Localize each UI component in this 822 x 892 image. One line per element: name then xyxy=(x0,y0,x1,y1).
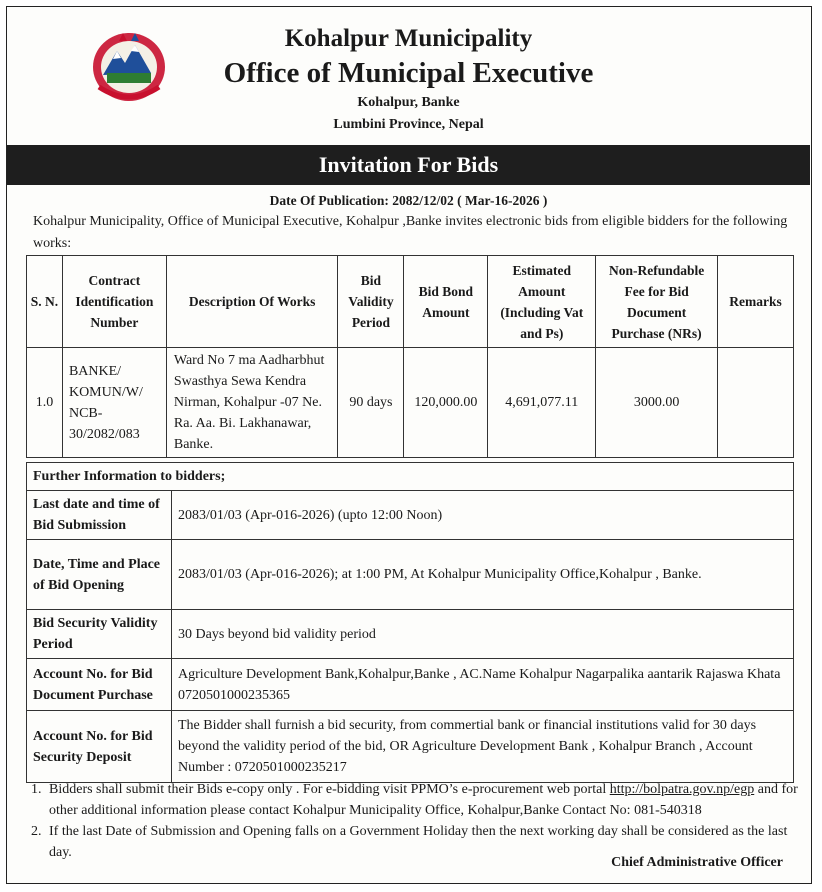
bolpatra-link[interactable]: http://bolpatra.gov.np/egp xyxy=(609,782,755,797)
signature: Chief Administrative Officer xyxy=(611,855,783,870)
info-label: Account No. for Bid Document Purchase xyxy=(27,659,172,711)
header-remarks: Remarks xyxy=(718,256,794,348)
table-row xyxy=(27,348,794,458)
note-number: 1. xyxy=(31,782,42,797)
info-value: 30 Days beyond bid validity period xyxy=(172,610,794,659)
info-label: Last date and time of Bid Submission xyxy=(27,491,172,540)
note-number: 2. xyxy=(31,824,42,839)
note-1 xyxy=(31,779,801,821)
header-fee: Non-Refundable Fee for Bid Document Purchase (NRs) xyxy=(596,256,718,348)
note-text: If the last Date of Submission and Opening falls on a Government Holiday then the next working day shall be considered as the last day. xyxy=(49,824,788,860)
info-value: 2083/01/03 (Apr-016-2026) (upto 12:00 Noon) xyxy=(172,491,794,540)
works-table-header xyxy=(27,256,794,348)
cell-sn: 1.0 xyxy=(27,348,63,458)
org-name: Kohalpur Municipality xyxy=(284,25,533,52)
further-info-heading-row xyxy=(27,463,794,491)
further-info-heading: Further Information to bidders; xyxy=(27,463,794,491)
note-1-text-a: Bidders shall submit their Bids e-copy only . For e-bidding visit PPMO’s e-procurement web portal xyxy=(49,782,610,797)
publication-date: Date Of Publication: 2082/12/02 ( Mar-16-2026 ) xyxy=(269,193,548,208)
info-row xyxy=(27,610,794,659)
notice-header xyxy=(7,7,810,145)
cell-validity: 90 days xyxy=(338,348,404,458)
info-row xyxy=(27,540,794,610)
notice-frame xyxy=(6,6,812,884)
cell-description: Ward No 7 ma Aadharbhut Swasthya Sewa Kendra Nirman, Kohalpur -07 Ne. Ra. Aa. Bi. Lakhanawar, Banke. xyxy=(166,348,338,458)
banner-title: Invitation For Bids xyxy=(7,145,810,185)
works-table xyxy=(26,255,794,458)
notes xyxy=(31,779,801,863)
info-row xyxy=(27,659,794,711)
header-sn: S. N. xyxy=(27,256,63,348)
header-estimated: Estimated Amount (Including Vat and Ps) xyxy=(488,256,596,348)
location: Kohalpur, Banke xyxy=(357,95,460,110)
cell-estimated: 4,691,077.11 xyxy=(488,348,596,458)
cell-bond: 120,000.00 xyxy=(404,348,488,458)
info-value: 2083/01/03 (Apr-016-2026); at 1:00 PM, At Kohalpur Municipality Office,Kohalpur , Banke. xyxy=(172,540,794,610)
header-description: Description Of Works xyxy=(166,256,338,348)
province: Lumbini Province, Nepal xyxy=(333,117,484,132)
note-1-text-b: and for other additional information please contact Kohalpur Municipality Office, Kohalpur,Banke Contact No: 081-540318 xyxy=(49,782,798,818)
note-text xyxy=(49,779,801,821)
info-value: Agriculture Development Bank,Kohalpur,Banke , AC.Name Kohalpur Nagarpalika aantarik Rajaswa Khata 0720501000235365 xyxy=(172,659,794,711)
header-bond: Bid Bond Amount xyxy=(404,256,488,348)
info-label: Date, Time and Place of Bid Opening xyxy=(27,540,172,610)
cell-remarks xyxy=(718,348,794,458)
office-name: Office of Municipal Executive xyxy=(223,57,594,89)
cell-contract-id: BANKE/ KOMUN/W/ NCB- 30/2082/083 xyxy=(62,348,166,458)
info-row xyxy=(27,491,794,540)
header-contract-id: Contract Identification Number xyxy=(62,256,166,348)
cell-fee: 3000.00 xyxy=(596,348,718,458)
further-info-table xyxy=(26,462,794,783)
intro-text: Kohalpur Municipality, Office of Municipal Executive, Kohalpur ,Banke invites electronic bids from eligible bidders for the following works: xyxy=(33,214,788,251)
info-value: The Bidder shall furnish a bid security, from commertial bank or financial institutions valid for 30 days beyond the validity period of the bid, OR Agriculture Development Bank , Kohalpur Branch , Account Number : 0720501000235217 xyxy=(172,711,794,783)
info-label: Account No. for Bid Security Deposit xyxy=(27,711,172,783)
info-row xyxy=(27,711,794,783)
header-validity: Bid Validity Period xyxy=(338,256,404,348)
info-label: Bid Security Validity Period xyxy=(27,610,172,659)
